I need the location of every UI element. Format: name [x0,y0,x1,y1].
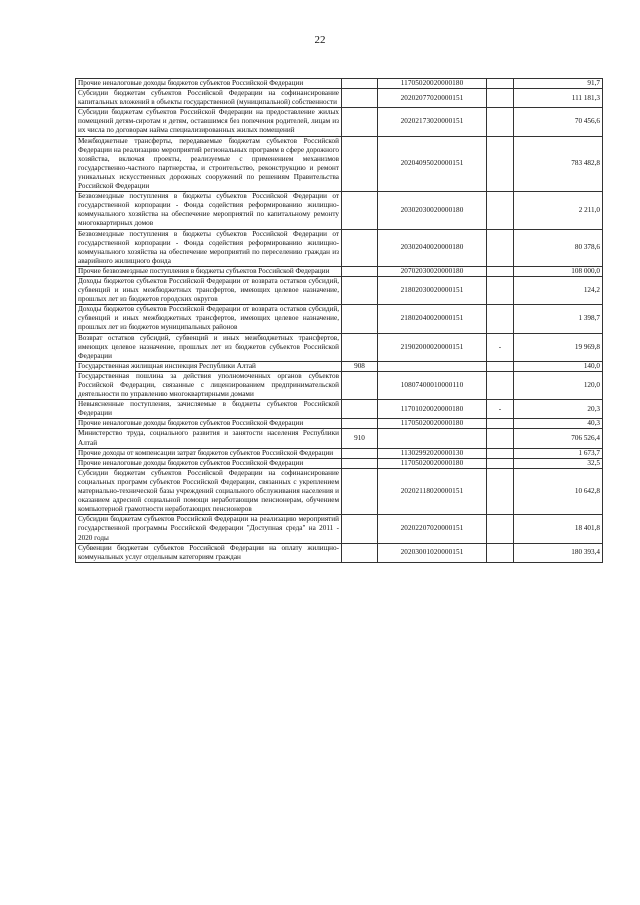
table-row [76,361,603,371]
row-name: Субсидии бюджетам субъектов Российской Федерации на софинансирование социальных программ субъектов Российской Федерации, связанных с укреплением материально-технической базы учреждений социального обслуживания населения и оказанием адресной социальной помощи неработающим пенсионерам, обучением компьютерной грамотности неработающих пенсионеров [76,468,342,514]
row-amount: 20,3 [514,400,603,419]
table-row [76,371,603,399]
row-name: Безвозмездные поступления в бюджеты субъектов Российской Федерации от государственной корпорации - Фонда содействия реформированию жилищно-коммунального хозяйства на обеспечение мероприятий по капитальному ремонту многоквартирных домов [76,192,342,229]
row-amount: 40,3 [514,419,603,429]
amount-sign [487,276,514,304]
admin-code [342,192,378,229]
row-name: Субсидии бюджетам субъектов Российской Федерации на софинансирование капитальных вложений в объекты государственной (муниципальной) собственности [76,89,342,108]
budget-classification-code: 20302040020000180 [378,229,487,266]
admin-code [342,400,378,419]
row-name: Прочие неналоговые доходы бюджетов субъектов Российской Федерации [76,419,342,429]
page-number: 22 [314,34,326,46]
row-amount: 180 393,4 [514,543,603,562]
table-row [76,305,603,333]
budget-classification-code: 11705020020000180 [378,458,487,468]
table-row [76,89,603,108]
budget-classification-code: 11701020020000180 [378,400,487,419]
budget-classification-code: 21902000020000151 [378,333,487,361]
budget-classification-code: 20202118020000151 [378,468,487,514]
table-row [76,515,603,543]
row-name: Государственная жилищная инспекция Республики Алтай [76,361,342,371]
budget-classification-code: 21802030020000151 [378,276,487,304]
budget-classification-code: 20203001020000151 [378,543,487,562]
row-amount: 70 456,6 [514,108,603,136]
budget-classification-code: 20202173020000151 [378,108,487,136]
row-name: Субсидии бюджетам субъектов Российской Федерации на предоставление жилых помещений детям-сиротам и детям, оставшимся без попечения родителей, лицам из их числа по договорам найма специализированных жилых помещений [76,108,342,136]
amount-sign [487,448,514,458]
budget-classification-code [378,429,487,448]
admin-code [342,276,378,304]
table-row [76,266,603,276]
row-name: Доходы бюджетов субъектов Российской Федерации от возврата остатков субсидий, субвенций и иных межбюджетных трансфертов, имеющих целевое назначение, прошлых лет из бюджетов муниципальных районов [76,305,342,333]
row-amount: 108 000,0 [514,266,603,276]
table-row [76,108,603,136]
row-name: Безвозмездные поступления в бюджеты субъектов Российской Федерации от государственной корпорации - Фонда содействия реформированию жилищно-коммунального хозяйства на обеспечение мероприятий по переселению граждан из аварийного жилищного фонда [76,229,342,266]
amount-sign [487,371,514,399]
amount-sign [487,89,514,108]
table-row [76,79,603,89]
budget-revenue-table [75,78,603,563]
budget-classification-code: 10807400010000110 [378,371,487,399]
table-row [76,458,603,468]
amount-sign [487,429,514,448]
amount-sign [487,229,514,266]
admin-code [342,458,378,468]
row-amount: 2 211,0 [514,192,603,229]
row-name: Невыясненные поступления, зачисляемые в бюджеты субъектов Российской Федерации [76,400,342,419]
table-row [76,229,603,266]
table-row [76,419,603,429]
row-amount: 91,7 [514,79,603,89]
row-name: Государственная пошлина за действия уполномоченных органов субъектов Российской Федерации, связанные с лицензированием предпринимательской деятельности по управлению многоквартирными домами [76,371,342,399]
admin-code [342,468,378,514]
table-row [76,429,603,448]
admin-code [342,79,378,89]
row-amount: 111 181,3 [514,89,603,108]
row-amount: 706 526,4 [514,429,603,448]
admin-code [342,305,378,333]
table-row [76,468,603,514]
row-amount: 80 378,6 [514,229,603,266]
row-amount: 120,0 [514,371,603,399]
table-row [76,543,603,562]
amount-sign: - [487,333,514,361]
row-amount: 10 642,8 [514,468,603,514]
budget-classification-code: 20702030020000180 [378,266,487,276]
admin-code: 910 [342,429,378,448]
admin-code: 908 [342,361,378,371]
admin-code [342,229,378,266]
row-name: Прочие неналоговые доходы бюджетов субъектов Российской Федерации [76,79,342,89]
table-row [76,448,603,458]
amount-sign [487,543,514,562]
budget-classification-code [378,361,487,371]
budget-classification-code: 11705020020000180 [378,419,487,429]
row-name: Доходы бюджетов субъектов Российской Федерации от возврата остатков субсидий, субвенций и иных межбюджетных трансфертов, имеющих целевое назначение, прошлых лет из бюджетов городских округов [76,276,342,304]
row-amount: 1 673,7 [514,448,603,458]
row-name: Министерство труда, социального развития и занятости населения Республики Алтай [76,429,342,448]
table-row [76,136,603,192]
row-amount: 140,0 [514,361,603,371]
budget-classification-code: 20302030020000180 [378,192,487,229]
amount-sign: - [487,400,514,419]
admin-code [342,136,378,192]
table-body [76,79,603,563]
admin-code [342,419,378,429]
table-row [76,192,603,229]
table-row [76,400,603,419]
row-name: Субсидии бюджетам субъектов Российской Федерации на реализацию мероприятий государственной программы Российской Федерации "Доступная среда" на 2011 - 2020 годы [76,515,342,543]
amount-sign [487,468,514,514]
amount-sign [487,305,514,333]
budget-classification-code: 20202207020000151 [378,515,487,543]
admin-code [342,448,378,458]
amount-sign [487,108,514,136]
admin-code [342,515,378,543]
admin-code [342,89,378,108]
admin-code [342,333,378,361]
amount-sign [487,361,514,371]
amount-sign [487,136,514,192]
amount-sign [487,458,514,468]
amount-sign [487,192,514,229]
row-amount: 32,5 [514,458,603,468]
amount-sign [487,419,514,429]
amount-sign [487,79,514,89]
amount-sign [487,515,514,543]
budget-classification-code: 21802040020000151 [378,305,487,333]
admin-code [342,266,378,276]
row-amount: 124,2 [514,276,603,304]
row-amount: 783 482,8 [514,136,603,192]
admin-code [342,543,378,562]
row-name: Субвенции бюджетам субъектов Российской Федерации на оплату жилищно-коммунальных услуг отдельным категориям граждан [76,543,342,562]
row-amount: 1 398,7 [514,305,603,333]
row-amount: 19 969,8 [514,333,603,361]
budget-classification-code: 20202077020000151 [378,89,487,108]
row-name: Возврат остатков субсидий, субвенций и иных межбюджетных трансфертов, имеющих целевое назначение, прошлых лет из бюджетов субъектов Российской Федерации [76,333,342,361]
row-name: Прочие безвозмездные поступления в бюджеты субъектов Российской Федерации [76,266,342,276]
table-row [76,333,603,361]
budget-classification-code: 11302992020000130 [378,448,487,458]
row-amount: 18 401,8 [514,515,603,543]
row-name: Прочие доходы от компенсации затрат бюджетов субъектов Российской Федерации [76,448,342,458]
budget-classification-code: 11705020020000180 [378,79,487,89]
row-name: Межбюджетные трансферты, передаваемые бюджетам субъектов Российской Федерации на реализацию мероприятий региональных программ в сфере дорожного хозяйства, включая проекты, реализуемые с применением механизмов государственно-частного партнерства, и строительство, реконструкцию и ремонт уникальных искусственных дорожных сооружений по решениям Правительства Российской Федерации [76,136,342,192]
admin-code [342,108,378,136]
amount-sign [487,266,514,276]
table-row [76,276,603,304]
row-name: Прочие неналоговые доходы бюджетов субъектов Российской Федерации [76,458,342,468]
admin-code [342,371,378,399]
budget-classification-code: 20204095020000151 [378,136,487,192]
